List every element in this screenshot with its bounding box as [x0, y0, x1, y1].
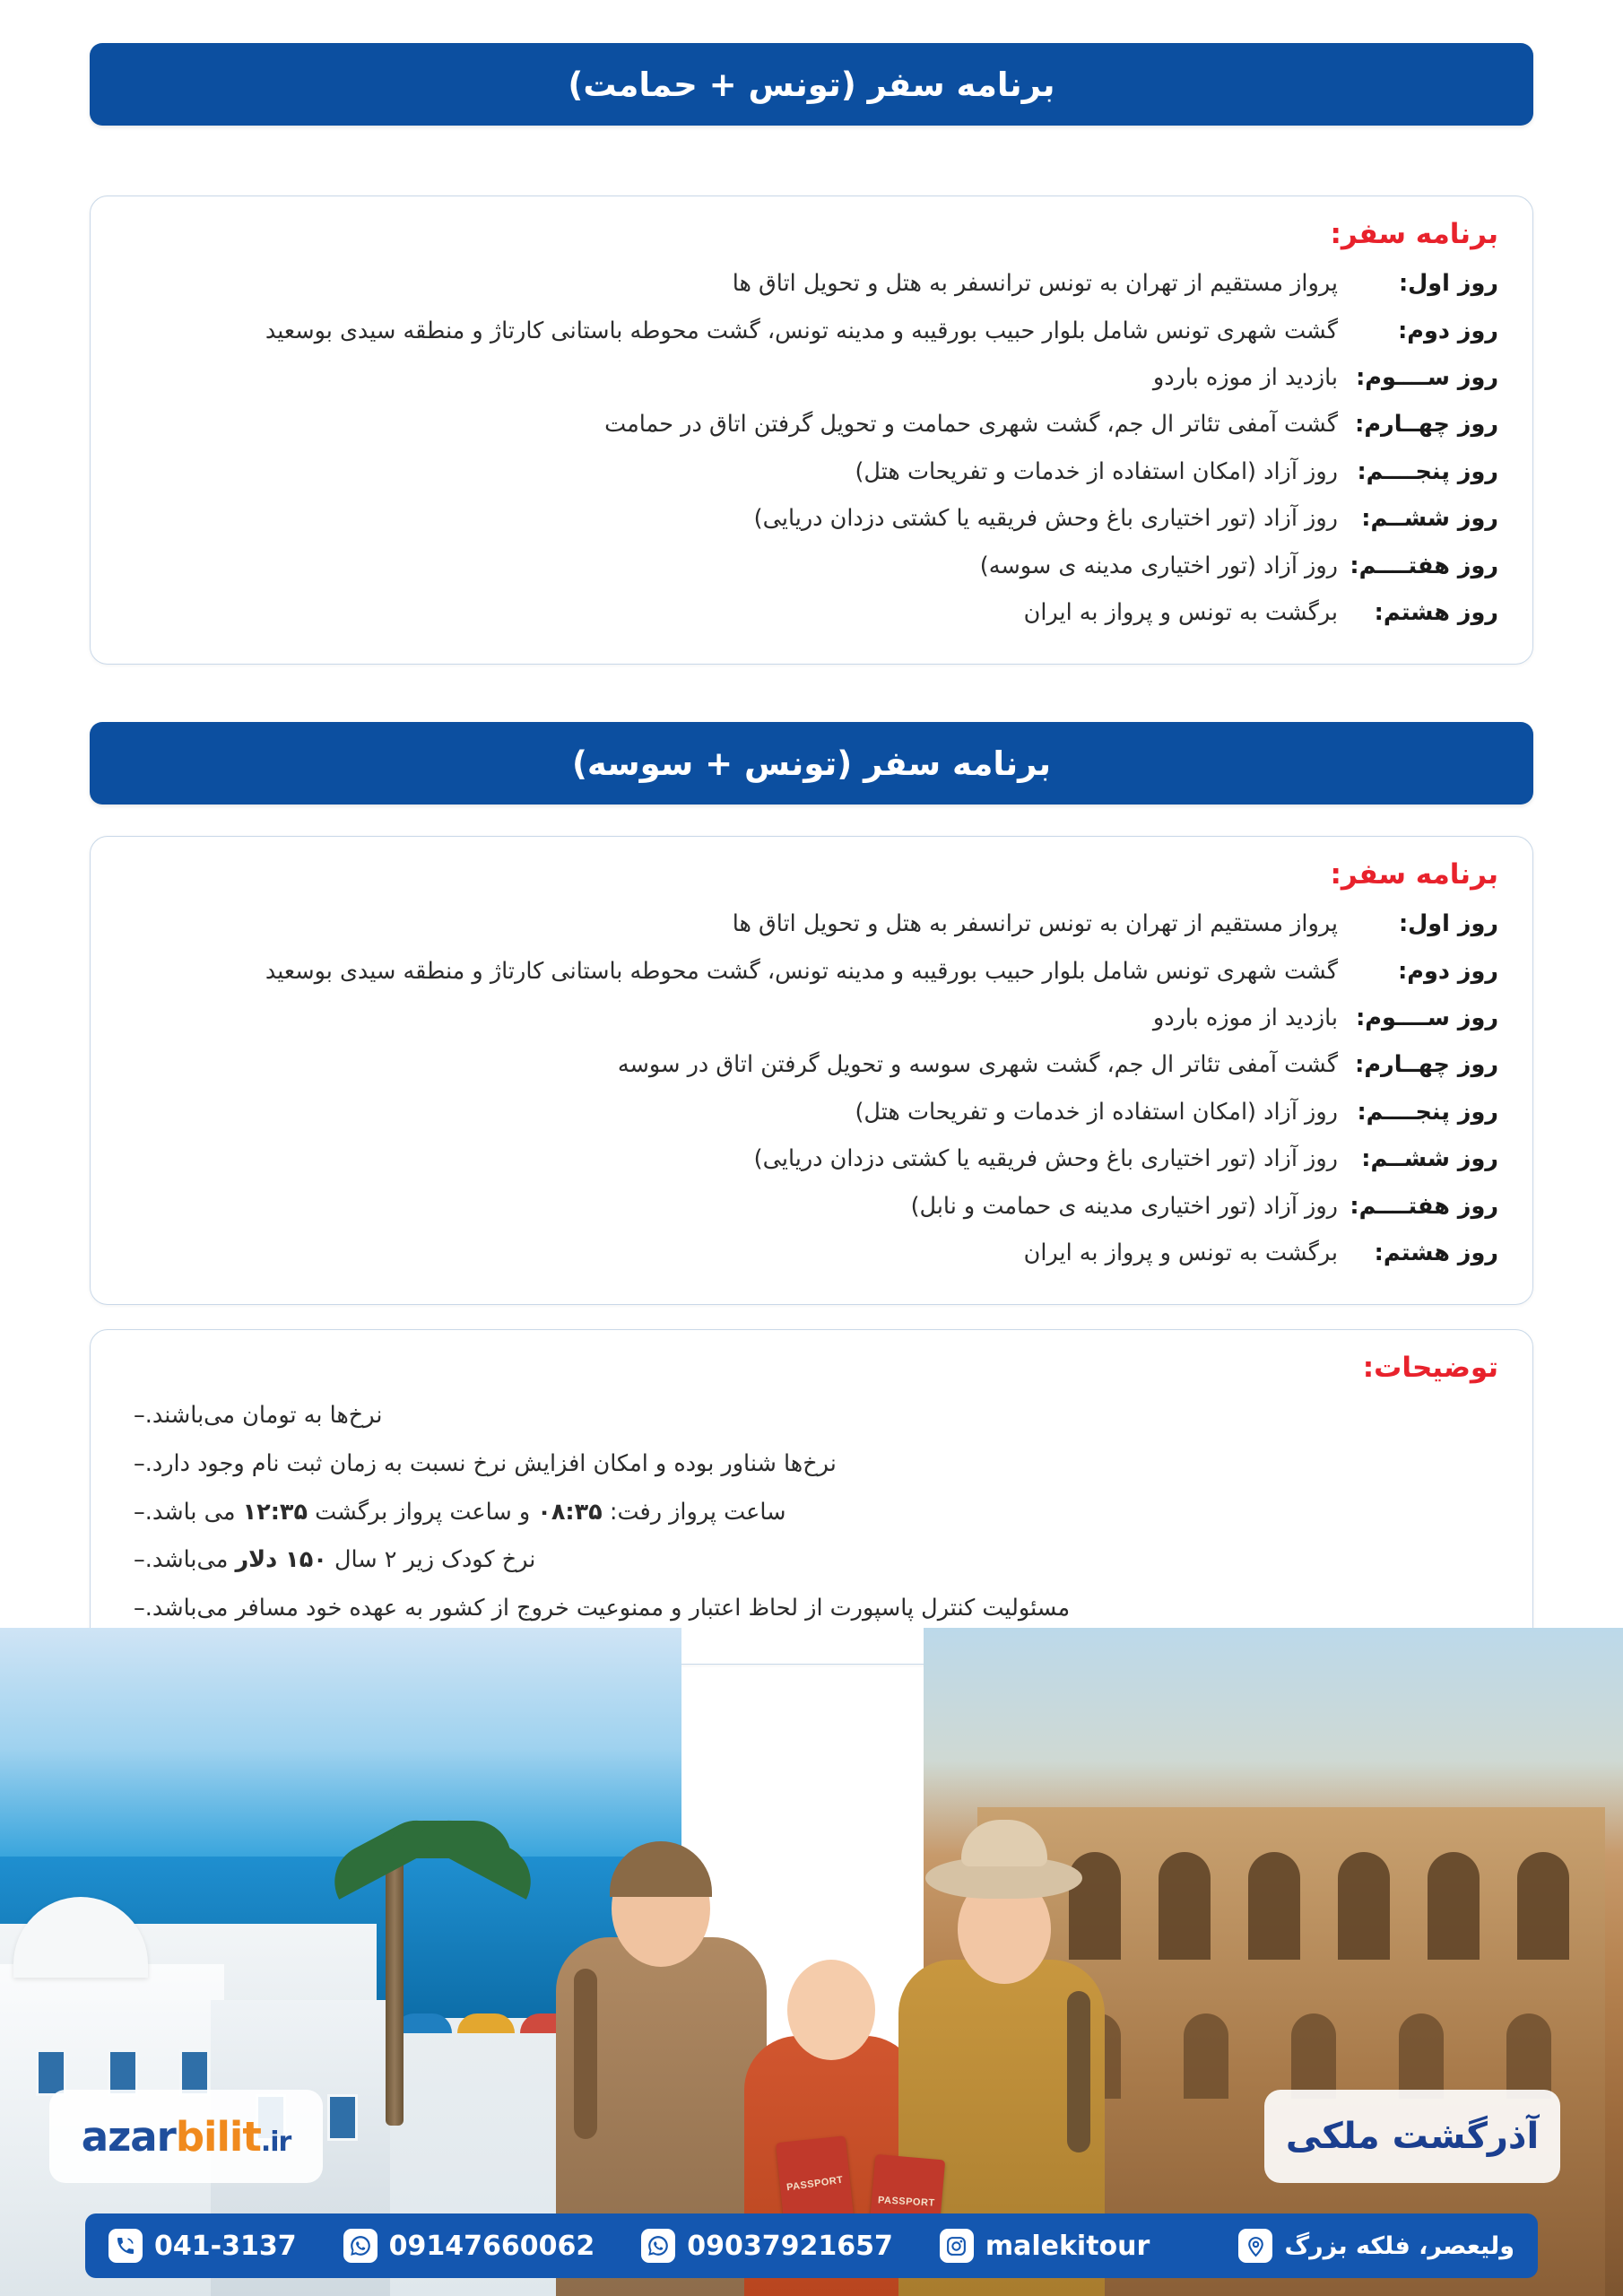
day-label: روز ششــم: [1361, 505, 1498, 533]
day-label: روز هشتم: [1374, 599, 1498, 627]
day-text: روز آزاد (تور اختیاری باغ وحش فریقیه یا کشتی دزدان دریایی) [753, 1145, 1338, 1173]
whatsapp-icon [343, 2229, 378, 2263]
day-row [125, 543, 1498, 589]
return-time: ۱۲:۳۵ [242, 1498, 308, 1526]
photo-banner [0, 1628, 1623, 2296]
notes-title: توضیحات: [1362, 1352, 1498, 1384]
day-label: روز هفتــــم: [1350, 1192, 1498, 1220]
child-price: ۱۵۰ دلار [235, 1546, 327, 1574]
note-item [125, 1585, 1498, 1633]
day-text: روز آزاد (تور اختیاری باغ وحش فریقیه یا کشتی دزدان دریایی) [753, 505, 1338, 533]
note-dash: – [134, 1498, 145, 1526]
day-label: روز اول: [1398, 270, 1498, 298]
section-header-title: برنامه سفر (تونس + حمامت) [568, 65, 1055, 104]
whatsapp-icon [641, 2229, 675, 2263]
day-row [125, 1135, 1498, 1182]
instagram-icon [940, 2229, 974, 2263]
whatsapp-contact-1[interactable] [343, 2229, 595, 2263]
day-text: برگشت به تونس و پرواز به ایران [1023, 599, 1338, 627]
day-label: روز اول: [1398, 910, 1498, 938]
passport-document: PASSPORT [776, 2135, 855, 2232]
whatsapp-number-2: 09037921657 [687, 2230, 893, 2262]
arch [1338, 1852, 1390, 1960]
day-text: بازدید از موزه باردو [1152, 1004, 1338, 1032]
passport-document: PASSPORT [868, 2154, 945, 2249]
arch [1248, 1852, 1300, 1960]
itinerary-card-sousse [90, 836, 1533, 1305]
instagram-handle: malekitour [985, 2230, 1150, 2262]
note-text: ساعت پرواز رفت: ۰۸:۳۵ و ساعت پرواز برگشت ۱۲:۳۵ می باشد. [144, 1498, 786, 1526]
blue-window [36, 2049, 66, 2096]
azarbilit-logo-text: azarbilit.ir [81, 2112, 291, 2161]
day-row [125, 448, 1498, 495]
day-label: روز ششــم: [1361, 1145, 1498, 1173]
day-text: گشت آمفی تئاتر ال جم، گشت شهری حمامت و تحویل گرفتن اتاق در حمامت [604, 411, 1338, 439]
arch [1184, 2013, 1228, 2099]
section-header-title: برنامه سفر (تونس + سوسه) [571, 744, 1052, 783]
blue-window [327, 2094, 358, 2141]
day-text: برگشت به تونس و پرواز به ایران [1023, 1239, 1338, 1267]
day-row [125, 1230, 1498, 1276]
day-label: روز هفتــــم: [1350, 552, 1498, 579]
day-label: روز هشتم: [1374, 1239, 1498, 1267]
day-row [125, 308, 1498, 354]
note-dash: – [134, 1594, 145, 1622]
day-label: روز چهــارم: [1355, 411, 1498, 439]
backpack-strap [574, 1969, 597, 2139]
day-text: روز آزاد (تور اختیاری مدینه ی سوسه) [979, 552, 1338, 579]
day-text: گشت شهری تونس شامل بلوار حبیب بورقیبه و مدینه تونس، گشت محوطه باستانی کارتاژ و منطقه سیدی بوسعید [265, 957, 1338, 985]
day-row [125, 995, 1498, 1041]
malekitour-logo-text: آذرگشت ملکی [1285, 2116, 1540, 2157]
day-text: پرواز مستقیم از تهران به تونس ترانسفر به هتل و تحویل اتاق ها [732, 910, 1338, 938]
day-row [125, 354, 1498, 401]
notes-card [90, 1329, 1533, 1665]
note-dash: – [134, 1402, 145, 1430]
beach-parasol [457, 2013, 515, 2033]
backpack-strap [1067, 1991, 1090, 2152]
itinerary-title: برنامه سفر: [1330, 858, 1498, 891]
section-header-hammamet [90, 43, 1533, 126]
note-text: نرخ‌ها به تومان می‌باشند. [144, 1402, 383, 1430]
itinerary-title: برنامه سفر: [1330, 218, 1498, 250]
arch [1517, 1852, 1569, 1960]
day-label: روز ســــوم: [1356, 1004, 1498, 1032]
arch [1291, 2013, 1336, 2099]
day-list [91, 897, 1532, 1303]
arch [1399, 2013, 1444, 2099]
note-item [125, 1440, 1498, 1489]
address-text: ولیعصر، فلکه بزرگ [1284, 2231, 1515, 2260]
footer-contact-bar [85, 2213, 1538, 2278]
whatsapp-number-1: 09147660062 [388, 2230, 595, 2262]
day-row [125, 1183, 1498, 1230]
itinerary-card-hammamet [90, 196, 1533, 665]
girl-head [787, 1960, 875, 2060]
phone-icon [108, 2229, 143, 2263]
day-row [125, 900, 1498, 947]
woman-hat-crown [961, 1820, 1047, 1866]
note-item-flight-times [125, 1489, 1498, 1537]
phone-number: 041-3137 [154, 2230, 297, 2262]
man-hair [610, 1841, 712, 1897]
note-text: نرخ کودک زیر ۲ سال ۱۵۰ دلار می‌باشد. [144, 1546, 536, 1574]
day-text: بازدید از موزه باردو [1152, 364, 1338, 392]
day-label: روز دوم: [1398, 317, 1498, 344]
day-label: روز پنجــــم: [1357, 457, 1498, 485]
departure-time: ۰۸:۳۵ [537, 1498, 603, 1526]
whatsapp-contact-2[interactable] [641, 2229, 893, 2263]
section-header-sousse [90, 722, 1533, 804]
day-label: روز دوم: [1398, 957, 1498, 985]
day-label: روز چهــارم: [1355, 1051, 1498, 1079]
day-row [125, 589, 1498, 636]
day-text: روز آزاد (تور اختیاری مدینه ی حمامت و نابل) [910, 1192, 1338, 1220]
day-list [91, 257, 1532, 663]
arch [1428, 1852, 1480, 1960]
arch [1159, 1852, 1211, 1960]
day-label: روز ســــوم: [1356, 364, 1498, 392]
note-text: مسئولیت کنترل پاسپورت از لحاظ اعتبار و ممنوعیت خروج از کشور به عهده خود مسافر می‌باشد. [144, 1594, 1071, 1622]
address-contact [1238, 2229, 1515, 2263]
location-pin-icon [1238, 2229, 1272, 2263]
day-text: گشت آمفی تئاتر ال جم، گشت شهری سوسه و تحویل گرفتن اتاق در سوسه [617, 1051, 1338, 1079]
note-dash: – [134, 1449, 145, 1477]
day-text: روز آزاد (امکان استفاده از خدمات و تفریحات هتل) [855, 1098, 1338, 1126]
day-text: پرواز مستقیم از تهران به تونس ترانسفر به هتل و تحویل اتاق ها [732, 270, 1338, 298]
malekitour-logo[interactable] [1264, 2090, 1560, 2183]
contact-group [108, 2229, 1150, 2263]
note-text: نرخ‌ها شناور بوده و امکان افزایش نرخ نسبت به زمان ثبت نام وجود دارد. [144, 1449, 837, 1477]
note-item-child-rate [125, 1536, 1498, 1585]
day-row [125, 1041, 1498, 1088]
phone-contact[interactable] [108, 2229, 297, 2263]
day-row [125, 495, 1498, 542]
day-text: گشت شهری تونس شامل بلوار حبیب بورقیبه و مدینه تونس، گشت محوطه باستانی کارتاژ و منطقه سیدی بوسعید [265, 317, 1338, 344]
arch [1506, 2013, 1551, 2099]
day-row [125, 948, 1498, 995]
azarbilit-logo[interactable] [49, 2090, 323, 2183]
day-label: روز پنجــــم: [1357, 1098, 1498, 1126]
notes-list [91, 1390, 1532, 1663]
day-row [125, 260, 1498, 307]
note-dash: – [134, 1546, 145, 1574]
day-row [125, 1089, 1498, 1135]
instagram-contact[interactable] [940, 2229, 1150, 2263]
palm-tree-trunk [386, 1857, 404, 2126]
day-text: روز آزاد (امکان استفاده از خدمات و تفریحات هتل) [855, 457, 1338, 485]
note-item [125, 1392, 1498, 1440]
day-row [125, 401, 1498, 448]
